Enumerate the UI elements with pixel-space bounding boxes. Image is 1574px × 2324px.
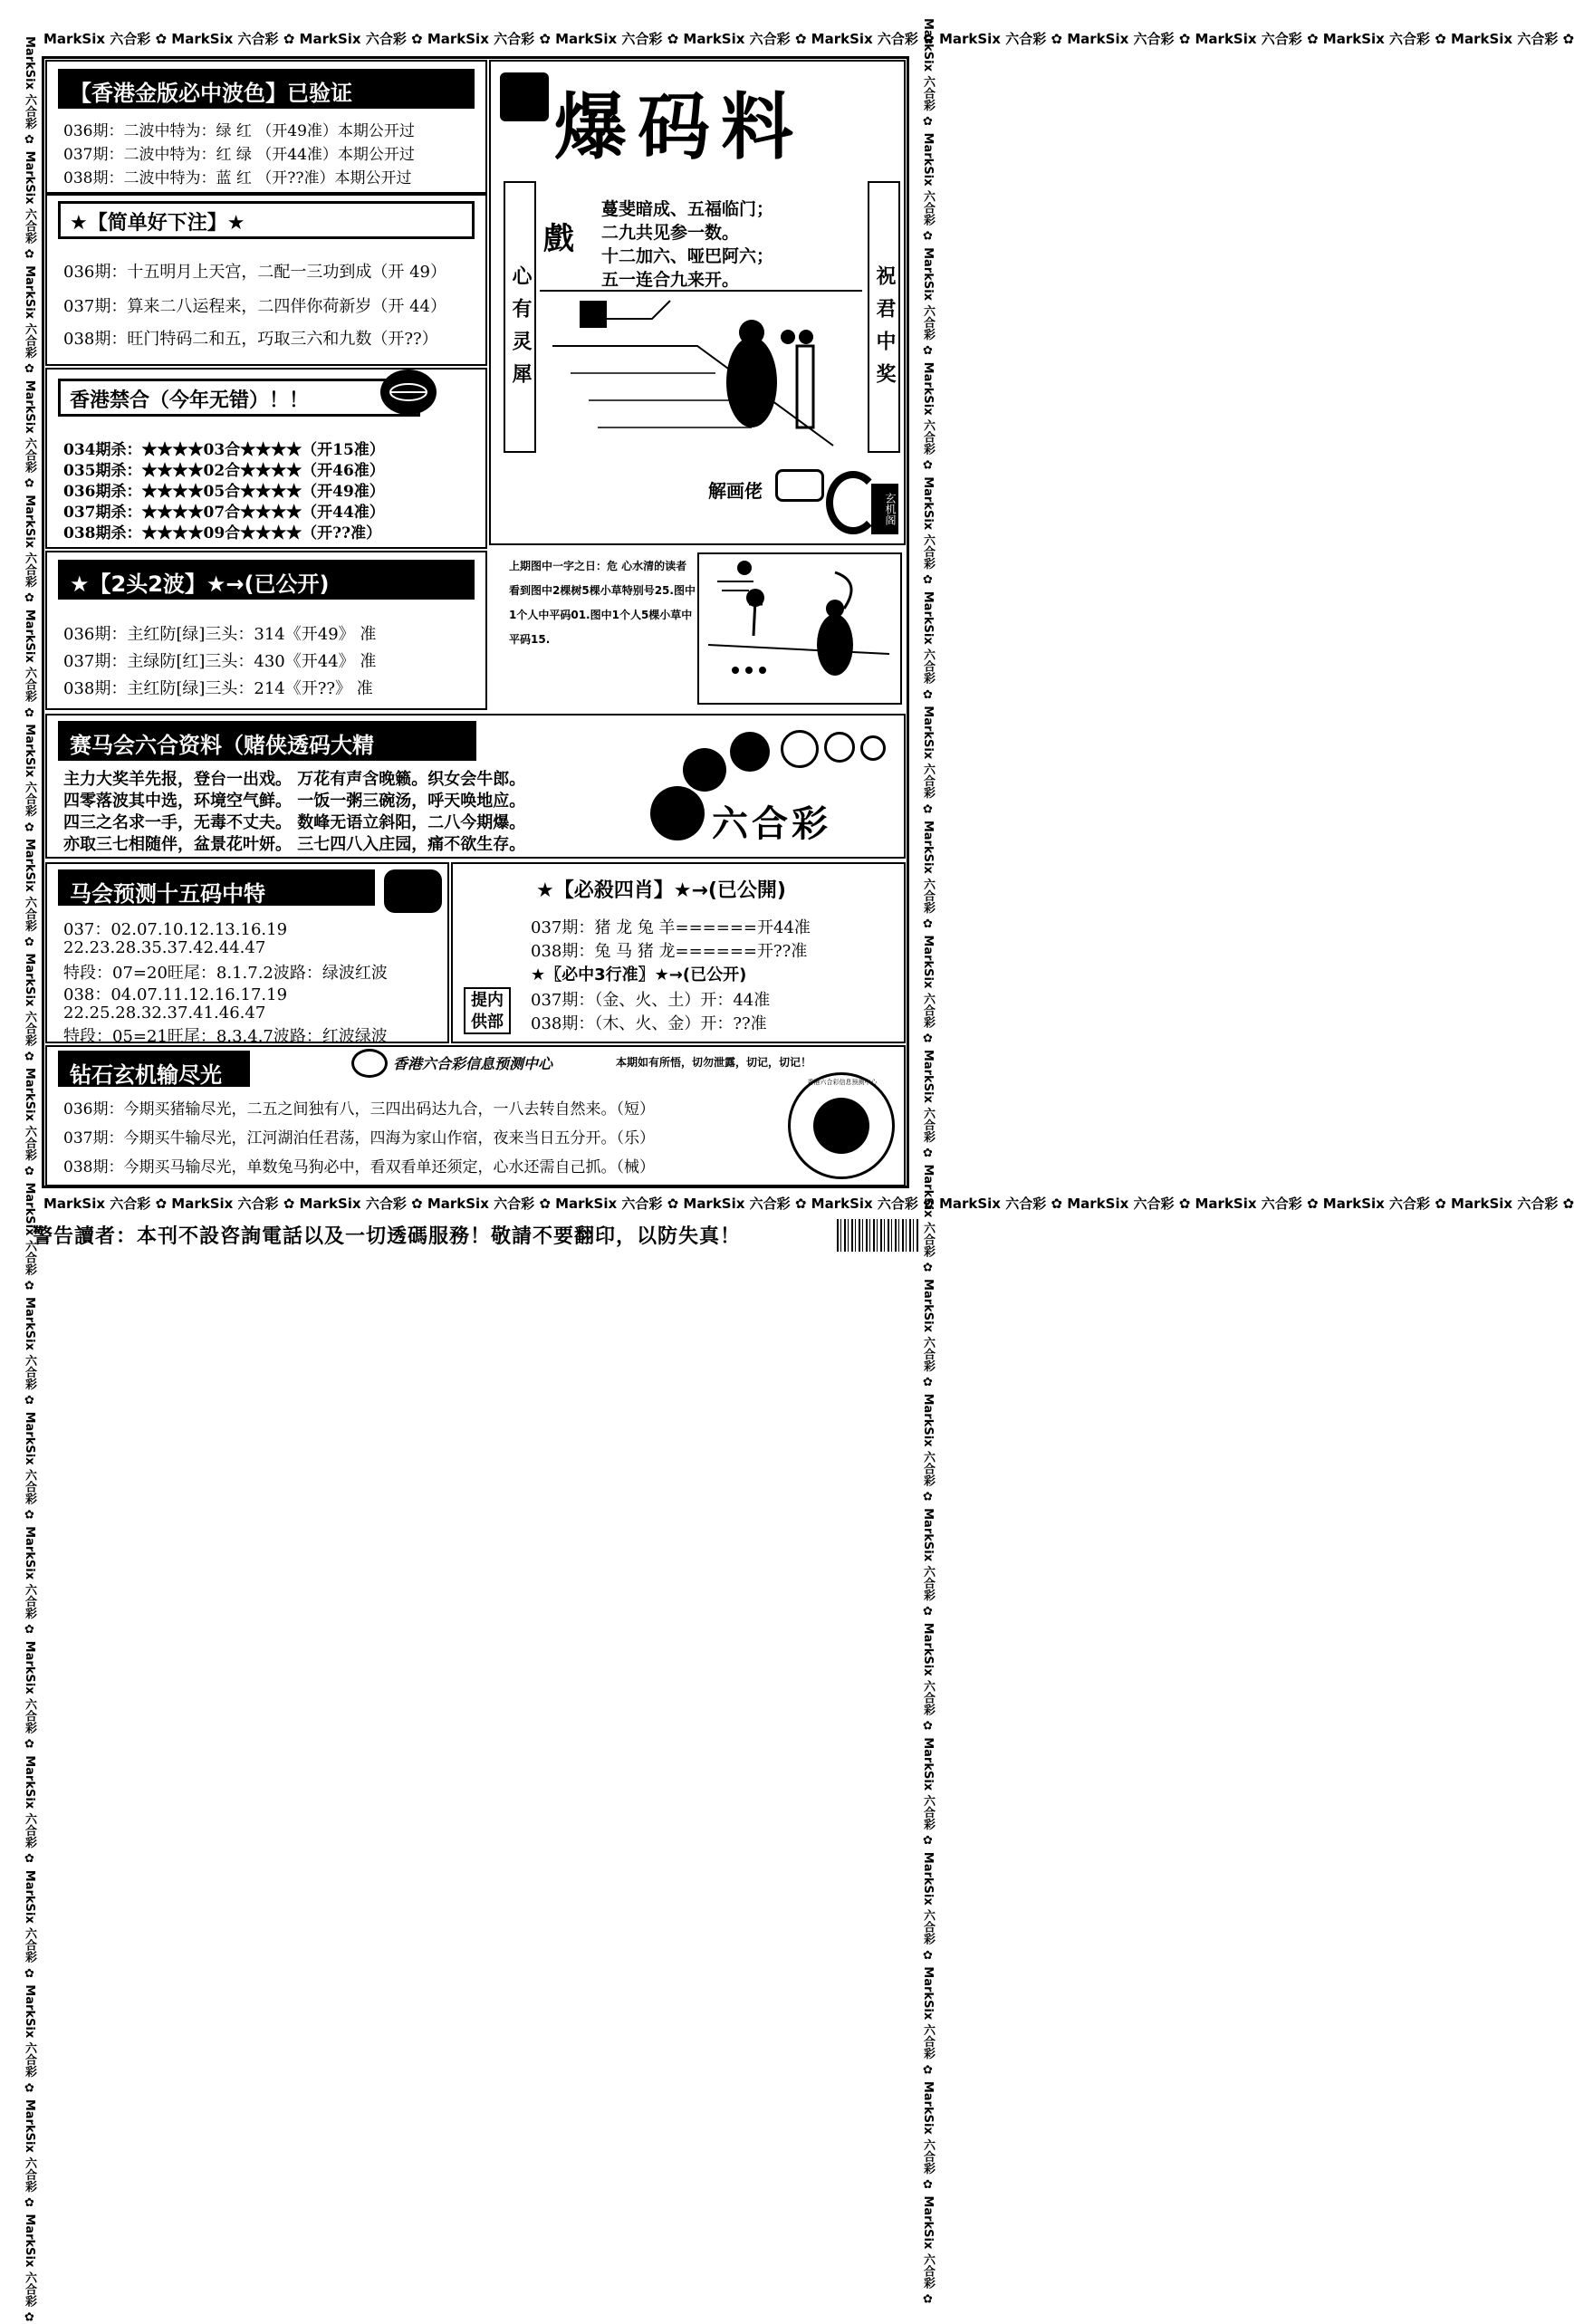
xuanji-badge: 玄机阁 xyxy=(871,484,898,534)
poem-line-1: 蔓斐暗成、五福临门； xyxy=(601,199,774,219)
right-border-strip: MarkSix 六合彩 ✿ MarkSix 六合彩 ✿ MarkSix 六合彩 ✿ MarkSix 六合彩 ✿ MarkSix 六合彩 ✿ MarkSix 六合彩 ✿ MarkSix 六合彩 ✿ MarkSix 六合彩 ✿ MarkSix 六合彩 ✿ MarkSix 六合彩 ✿ MarkSix 六合彩 ✿ MarkSix 六合彩 ✿ MarkSix 六合彩 ✿ MarkSix 六合彩 ✿ MarkSix 六合彩 ✿ MarkSix 六合彩 ✿ MarkSix 六合彩 ✿ MarkSix 六合彩 ✿ MarkSix 六合彩 ✿ MarkSix 六合彩 ✿ xyxy=(921,18,935,2307)
section-diamond-title: 钻石玄机输尽光 xyxy=(58,1051,250,1087)
logo-ball-2 xyxy=(683,748,726,792)
left-border-strip: MarkSix 六合彩 ✿ MarkSix 六合彩 ✿ MarkSix 六合彩 ✿ MarkSix 六合彩 ✿ MarkSix 六合彩 ✿ MarkSix 六合彩 ✿ MarkSix 六合彩 ✿ MarkSix 六合彩 ✿ MarkSix 六合彩 ✿ MarkSix 六合彩 ✿ MarkSix 六合彩 ✿ MarkSix 六合彩 ✿ MarkSix 六合彩 ✿ MarkSix 六合彩 ✿ MarkSix 六合彩 ✿ MarkSix 六合彩 ✿ MarkSix 六合彩 ✿ MarkSix 六合彩 ✿ MarkSix 六合彩 ✿ MarkSix 六合彩 ✿ xyxy=(23,36,36,2324)
section-simple-bet-title: ★【简单好下注】★ xyxy=(58,201,475,239)
bose-line-3: 038期：二波中特为：蓝 红 （开??准）本期公开过 xyxy=(63,169,412,187)
simple-bet-line-3: 038期：旺门特码二和五，巧取三六和九数（开??） xyxy=(63,330,438,349)
simple-bet-line-1: 036期：十五明月上天宫，二配一三功到成（开 49） xyxy=(63,263,446,282)
section-forbidden-title: 香港禁合（今年无错）！！ xyxy=(58,379,420,417)
bose-line-2: 037期：二波中特为：红 绿 （开44准）本期公开过 xyxy=(63,146,415,164)
internal-supply-label: 提内供部 xyxy=(464,987,511,1034)
simple-bet-line-2: 037期：算来二八运程来，二四伴你荷新岁（开 44） xyxy=(63,297,446,316)
jiehua-label: 解画佬 xyxy=(708,480,763,502)
horse-club-line-2: 四零落波其中选，环境空气鲜。 一饭一粥三碗汤，呼天唤地应。 xyxy=(63,792,526,811)
poem-xi: 戲 xyxy=(543,221,574,257)
pointing-hand-icon xyxy=(775,469,824,502)
forbidden-line-1: 034期杀：★★★★03合★★★★（开15准） xyxy=(63,441,385,459)
bauhinia-seal xyxy=(788,1072,895,1179)
logo-ball-6 xyxy=(860,735,886,761)
horse-club-line-1: 主力大奖羊先报，登台一出戏。 万花有声含晚籁。织女会牛郎。 xyxy=(63,770,526,789)
bottom-border-strip xyxy=(43,1194,1574,1214)
logo-ball-4 xyxy=(781,730,819,768)
diamond-center-note: 香港六合彩信息预测中心 xyxy=(393,1055,553,1072)
liuhecai-logo-text: 六合彩 xyxy=(712,802,831,845)
kill-four-title: ★【必殺四肖】★→(已公開) xyxy=(536,879,786,902)
riddle-text: 上期图中一字之日：危 心水清的读者看到图中2棵树5棵小草特别号25.图中1个人中平码01.图中1个人5棵小草中平码15. xyxy=(509,560,696,646)
riddle-illustration xyxy=(699,554,900,703)
diamond-center-warning: 本期如有所悟，切勿泄露，切记，切记！ xyxy=(616,1056,812,1069)
badge-icon xyxy=(384,869,442,913)
diamond-line-2: 037期：今期买牛输尽光，江河湖泊任君荡，四海为家山作宿，夜来当日五分开。（乐） xyxy=(63,1129,655,1148)
footer-warning: 警告讀者：本刊不設咨詢電話以及一切透碼服務！敬請不要翻印，以防失真！ xyxy=(33,1225,742,1248)
three-element-line-2: 038期：（木、火、金）开：??准 xyxy=(531,1014,767,1033)
border-text: MarkSix 六合彩 ✿ MarkSix 六合彩 ✿ MarkSix 六合彩 ✿ MarkSix 六合彩 ✿ MarkSix 六合彩 ✿ MarkSix 六合彩 ✿ MarkSix 六合彩 ✿ MarkSix 六合彩 ✿ MarkSix 六合彩 ✿ MarkSix 六合彩 ✿ MarkSix 六合彩 ✿ MarkSix 六合彩 ✿ xyxy=(43,31,1574,47)
barcode-icon xyxy=(837,1219,920,1252)
fifteen-line-2: 22.23.28.35.37.42.44.47 xyxy=(63,938,266,957)
fifteen-line-4: 038：04.07.11.12.16.17.19 xyxy=(63,985,288,1004)
forbidden-line-4: 037期杀：★★★★07合★★★★（开44准） xyxy=(63,504,385,522)
border-text: MarkSix 六合彩 ✿ MarkSix 六合彩 ✿ MarkSix 六合彩 ✿ MarkSix 六合彩 ✿ MarkSix 六合彩 ✿ MarkSix 六合彩 ✿ MarkSix 六合彩 ✿ MarkSix 六合彩 ✿ MarkSix 六合彩 ✿ MarkSix 六合彩 ✿ MarkSix 六合彩 ✿ MarkSix 六合彩 ✿ xyxy=(43,1196,1574,1212)
scroll-icon xyxy=(500,72,549,121)
fish-icon xyxy=(380,370,437,415)
seal-text: 香港六合彩信息预测中心 xyxy=(807,1079,878,1086)
section-fifteen-codes-title: 马会预测十五码中特 xyxy=(58,869,375,906)
forbidden-line-5: 038期杀：★★★★09合★★★★（开??准） xyxy=(63,524,382,543)
kill-four-line-1: 037期：猪 龙 兔 羊======开44准 xyxy=(531,918,811,937)
bose-line-1: 036期：二波中特为：绿 红 （开49准）本期公开过 xyxy=(63,122,415,140)
two-heads-line-3: 038期：主红防[绿]三头：214《开??》 准 xyxy=(63,679,373,698)
three-element-line-1: 037期：（金、火、土）开：44准 xyxy=(531,991,771,1010)
poem-line-2: 二九共见参一数。 xyxy=(601,223,740,243)
section-two-heads-title: ★【2头2波】★→(已公开) xyxy=(58,560,475,600)
right-scroll: 祝君中奖 xyxy=(868,181,900,453)
logo-ball-5 xyxy=(824,732,855,763)
banner-title: 爆码料 xyxy=(554,84,804,169)
two-heads-line-2: 037期：主绿防[红]三头：430《开44》 准 xyxy=(63,652,377,671)
fifteen-line-1: 037：02.07.10.12.13.16.19 xyxy=(63,920,288,939)
section-horse-club-title: 赛马会六合资料（赌侠透码大精 xyxy=(58,721,476,761)
riddle-illustration-frame xyxy=(697,552,902,705)
section-bose-title: 【香港金版必中波色】已验证 xyxy=(58,69,475,109)
left-scroll: 心有灵犀 xyxy=(504,181,536,453)
top-border-strip xyxy=(43,29,1574,49)
compass-icon xyxy=(351,1049,388,1078)
forbidden-line-2: 035期杀：★★★★02合★★★★（开46准） xyxy=(63,462,385,480)
two-heads-line-1: 036期：主红防[绿]三头：314《开49》 准 xyxy=(63,625,377,644)
banner-illustration xyxy=(543,292,860,451)
horse-club-line-4: 亦取三七相随伴，盆景花叶妍。 三七四八入庄园，痛不欲生存。 xyxy=(63,835,526,854)
diamond-line-1: 036期：今期买猪输尽光，二五之间独有八，三四出码达九合，一八去转自然来。（短） xyxy=(63,1100,655,1119)
kill-four-line-2: 038期：兔 马 猪 龙======开??准 xyxy=(531,942,808,961)
fifteen-line-3: 特段：07=20旺尾：8.1.7.2波路：绿波红波 xyxy=(63,964,388,983)
forbidden-line-3: 036期杀：★★★★05合★★★★（开49准） xyxy=(63,483,385,501)
poem-line-4: 五一连合九来开。 xyxy=(601,270,740,290)
three-element-title: ★〖必中3行准〗★→(已公开) xyxy=(531,965,747,984)
bauhinia-flower-icon xyxy=(813,1098,869,1154)
fifteen-line-6: 特段：05=21旺尾：8.3.4.7波路：红波绿波 xyxy=(63,1027,388,1046)
poem-line-3: 十二加六、哑巴阿六； xyxy=(601,246,774,266)
horse-club-line-3: 四三之名求一手，无毒不丈夫。 数峰无语立斜阳，二八今期爆。 xyxy=(63,813,526,832)
logo-ball-3 xyxy=(730,732,770,772)
diamond-line-3: 038期：今期买马输尽光，单数兔马狗必中，看双看单还须定，心水还需自己抓。（械） xyxy=(63,1158,655,1176)
fifteen-line-5: 22.25.28.32.37.41.46.47 xyxy=(63,1004,266,1023)
logo-ball-1 xyxy=(650,786,705,840)
